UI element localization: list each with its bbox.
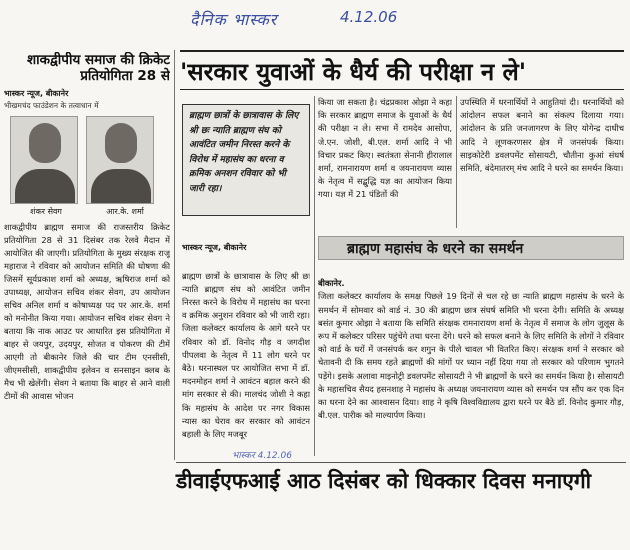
photo-portrait-1: [10, 116, 78, 204]
left-story-headline: शाकद्वीपीय समाज की क्रिकेट प्रतियोगिता 28 से: [26, 52, 170, 84]
caption-1: शंकर सेवग: [30, 207, 62, 216]
sub-story-body: [318, 264, 624, 444]
main-story-column-1: [182, 228, 310, 458]
left-story-subbyline: भीखमचंद फाउंडेशन के तत्वाधान में: [4, 101, 99, 110]
photo-portrait-2: [86, 116, 154, 204]
left-story: [4, 52, 170, 544]
main-dateline: भास्कर न्यूज, बीकानेर: [182, 243, 247, 253]
column-divider: [314, 96, 315, 456]
handwritten-date: 4.12.06: [340, 8, 398, 26]
main-headline: 'सरकार युवाओं के धैर्य की परीक्षा न ले': [180, 50, 624, 90]
photo-row: [4, 116, 170, 204]
caption-2: आर.के. शर्मा: [106, 207, 144, 216]
sub-story-dateline: बीकानेर.: [318, 278, 345, 289]
left-story-byline: भास्कर न्यूज, बीकानेर: [4, 89, 69, 98]
main-story-column-3: उपस्थिति में धरनार्थियों ने आहुतियां दी। धरनार्थियों को आंदोलन सफल बनाने का संकल्प दिलाया गया। आंदोलन के प्रति जनजागरण के लिए योगेन्द्र दाधीच आदि ने लूणकरणसर क्षेत्र में जनसंपर्क किया। साइकोटेरी डवलपमेंट सोसायटी, चौतीना कुआं संघर्ष समिति, बंदेमातरम् मंच आदि ने धरने का समर्थन किया।: [460, 97, 624, 174]
photo-captions: [4, 206, 170, 217]
column-divider: [174, 50, 175, 460]
sub-story-headline: ब्राह्मण महासंघ के धरने का समर्थन: [318, 236, 624, 260]
left-story-body: शाकद्वीपीय ब्राह्मण समाज की राजस्तरीय क्रिकेट प्रतियोगिता 28 से 31 दिसंबर तक रेलवे मैदान में आयोजित की जाएगी। प्रतियोगिता के मुख्य संरक्षक राजू महाराज ने रविवार को आयोजन समिति की घोषणा की जिसमें सूर्यप्रकाश शर्मा को अध्यक्ष, ऋषिराज शर्मा को उपाध्यक्ष, आयोजन सचिव शंकर सेवग, उप आयोजन सचिव अनिल शर्मा व कोषाध्यक्ष पद पर आर.के. शर्मा को मनोनीत किया गया। आयोजन सचिव शंकर सेवग ने बताया कि नाक आउट पर आधारित इस प्रतियोगिता में बाहर से जयपुर, उदयपुर, सोजत व पोकरण की टीमें आएगी तो बीकानेर जिले की चार टीम एनसीसी, जीएमसीसी, शाकद्वीपीय इलेवन व सनसाइन क्लब के मैच भी खेलेंगी। सेवग ने बताया कि बाहर से आने वाली टीमों की आवास भोजन: [4, 222, 170, 401]
sub-story-text: जिला कलेक्टर कार्यालय के समक्ष पिछले 19 दिनों से चल रहे छः न्याति ब्राह्मण महासंघ के धरने के समर्थन में सोमवार को वार्ड नं. 30 की ब्राह्मण छात्र संघर्ष समिति भी धरना देगी। समिति के अध्यक्ष बसंत कुमार ओझा ने बताया कि समिति संरक्षक रामनारायण शर्मा के नेतृत्व में समाज के लोग जुलूस के रूप में कलेक्टर परिसर पहुंचेंगे तथा धरना देंगे। धरने को सफल बनाने के लिए समिति के लोगों ने रविवार को वार्ड के घरों में जनसंपर्क कर शगुन के पीले चावल भी वितरित किए। संरक्षक शर्मा ने सरकार को चेतावनी दी कि समय रहते ब्राह्मणों की मांगों पर ध्यान नहीं दिया गया तो सरकार को परिणाम भुगतने पड़ेंगे। इसके अलावा माइनोट्री डवलपमेंट सोसायटी ने भी ब्राह्मणों के धरने का समर्थन किया है। सोसायटी के महासचिव सैयद हसनशाह ने महासंघ के अध्यक्ष जयनारायण व्यास को समर्थन पत्र सौंप कर एक दिन का धरना देने का आश्वासन दिया। शाह ने कृषि विश्वविद्यालय द्वारा धरने पर बैठे डॉ. विनोद कुमार गौड़, बी.एल. पारीक को माल्यार्पण किया।: [318, 291, 624, 421]
handwritten-newspaper-name: दैनिक भास्कर: [190, 10, 278, 29]
main-col1-text: ब्राह्मण छात्रों के छात्रावास के लिए श्री छः न्याति ब्राह्मण संघ को आवंटित जमीन निरस्त करने के विरोध में महासंघ का धरना व क्रमिक अनुशन रविवार को भी जारी रहा। जिला कलेक्टर कार्यालय के आगे धरने पर रविवार को डॉ. विनोद गौड़ व जगदीश पीपलवा के नेतृत्व में 11 लोग धरने पर बैठे। धरनास्थल पर आयोजित सभा में डॉ. मदनमोहन शर्मा ने आवंटन बहाल करने की मांग सरकार से की। मालचंद जोशी ने कहा कि महासंघ के आदेश पर नगर विकास न्यास का घेराव कर सरकार को आवंटन बहाली के लिए मजबूर: [182, 270, 310, 440]
pull-quote: ब्राह्मण छात्रों के छात्रावास के लिए श्री छः न्याति ब्राह्मण संघ को आवंटित जमीन निरस्त करने के विरोध में महासंघ का धरना व क्रमिक अनशन रविवार को भी जारी रहा।: [182, 104, 310, 216]
column-divider: [456, 96, 457, 228]
bottom-headline: डीवाईएफआई आठ दिसंबर को धिक्कार दिवस मनाएगी: [176, 462, 626, 498]
handwritten-note: भास्कर 4.12.06: [232, 451, 292, 461]
main-story-column-2: किया जा सकता है। चंद्रप्रकाश ओझा ने कहा कि सरकार ब्राह्मण समाज के युवाओं के धैर्य की परीक्षा न ले। सभा में रामदेव आसोपा, जे.एन. जोशी, बी.एल. शर्मा आदि ने भी विचार प्रकट किए। स्वतंत्रता सेनानी हीरालाल शर्मा, रामनारायण शर्मा व जयनारायण व्यास के नेतृत्व में सद्बुद्धि यज्ञ का आयोजन किया गया। यज्ञ में 21 पंडितों की: [318, 97, 452, 200]
